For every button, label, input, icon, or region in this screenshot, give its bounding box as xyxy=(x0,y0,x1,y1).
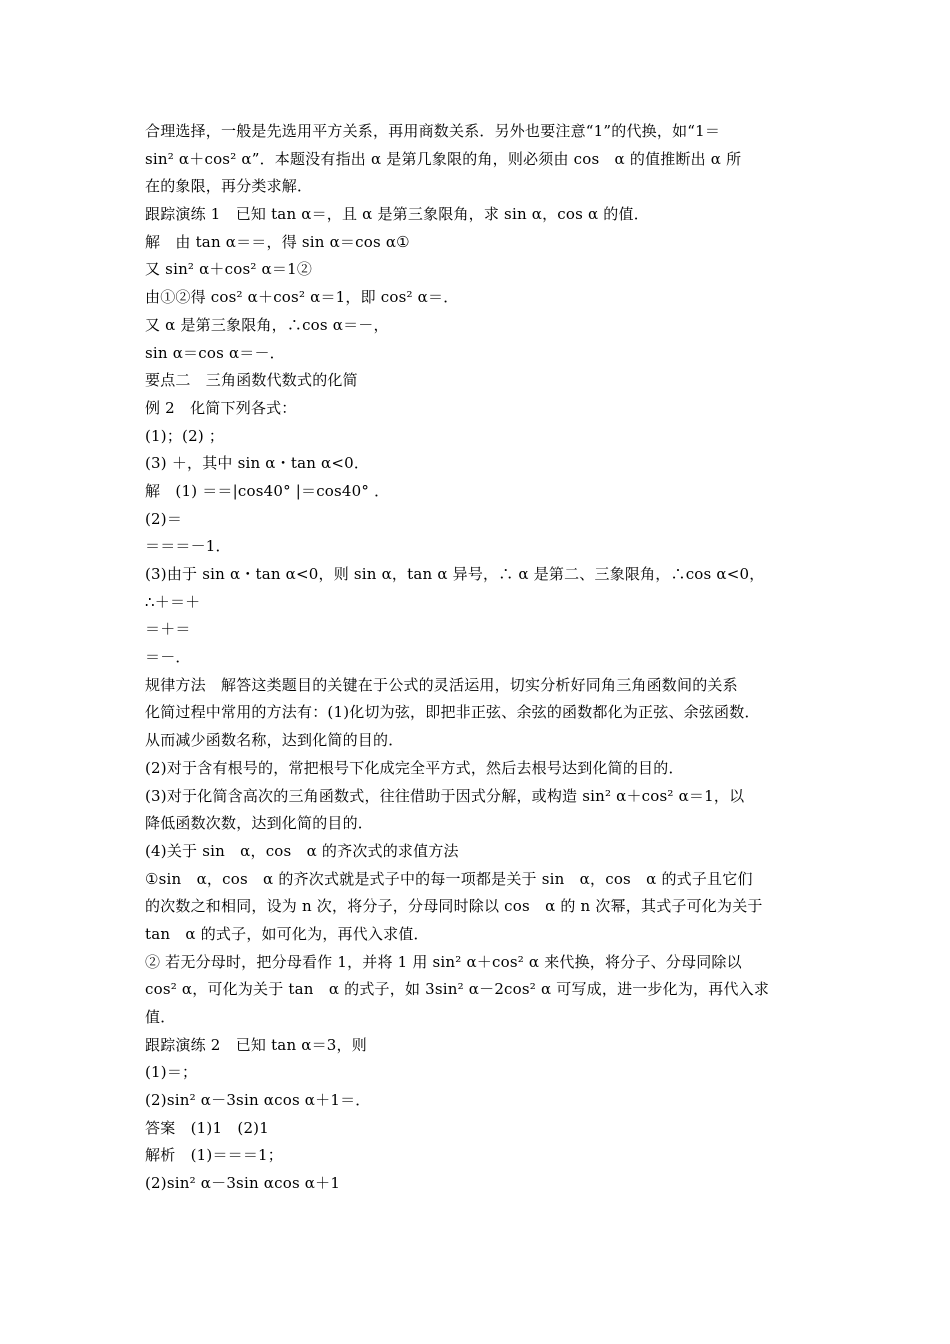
text-line: ＝－． xyxy=(145,648,191,667)
text-line: 规律方法 解答这类题目的关键在于公式的灵活运用，切实分析好同角三角函数间的关系 xyxy=(145,675,738,694)
text-line: 要点二 三角函数代数式的化简 xyxy=(145,371,358,390)
text-line: ①sin α，cos α 的齐次式就是式子中的每一项都是关于 sin α，cos α 的式子且它们 xyxy=(145,869,753,888)
text-line: (3)由于 sin α・tan α<0，则 sin α，tan α 异号，∴ α 是第二、三象限角，∴cos α<0， xyxy=(145,565,765,583)
text-line: 跟踪演练 2 已知 tan α＝3，则 xyxy=(145,1035,367,1054)
text-line: cos² α，可化为关于 tan α 的式子，如 3sin² α－2cos² α 可写成，进一步化为，再代入求 xyxy=(145,980,770,999)
text-line: tan α 的式子，如可化为，再代入求值． xyxy=(145,924,429,943)
text-line: (2)sin² α－3sin αcos α＋1 xyxy=(145,1174,341,1193)
text-line: (3)对于化简含高次的三角函数式，往往借助于因式分解，或构造 sin² α＋cos² α＝1，以 xyxy=(145,786,745,805)
text-line: 又 sin² α＋cos² α＝1② xyxy=(145,260,313,279)
text-line: 解析 (1)＝＝＝1； xyxy=(145,1146,283,1165)
text-line: 化简过程中常用的方法有：(1)化切为弦，即把非正弦、余弦的函数都化为正弦、余弦函数． xyxy=(145,703,760,722)
text-line: sin² α＋cos² α”．本题没有指出 α 是第几象限的角，则必须由 cos α 的值推断出 α 所 xyxy=(145,149,742,168)
text-line: 解 (1) ＝＝|cos40° |＝cos40° ． xyxy=(145,481,390,500)
text-line: 从而减少函数名称，达到化简的目的． xyxy=(145,731,404,750)
text-line: 在的象限，再分类求解． xyxy=(145,177,313,196)
text-line: 又 α 是第三象限角，∴cos α＝－， xyxy=(145,315,389,334)
text-line: 降低函数次数，达到化简的目的． xyxy=(145,814,374,833)
text-line: ∴＋＝＋ xyxy=(145,592,201,611)
text-line: (1)；(2) ； xyxy=(145,426,225,445)
text-line: 跟踪演练 1 已知 tan α＝，且 α 是第三象限角，求 sin α，cos α 的值． xyxy=(145,205,649,224)
text-line: ② 若无分母时，把分母看作 1，并将 1 用 sin² α＋cos² α 来代换，将分子、分母同除以 xyxy=(145,952,742,971)
text-line: 答案 (1)1 (2)1 xyxy=(145,1118,269,1137)
text-line: 合理选择，一般是先选用平方关系，再用商数关系．另外也要注意“1”的代换，如“1＝ xyxy=(145,122,721,140)
text-line: (2)＝ xyxy=(145,509,183,528)
text-line: (4)关于 sin α，cos α 的齐次式的求值方法 xyxy=(145,841,459,860)
text-line: (3) ＋，其中 sin α・tan α<0． xyxy=(145,454,370,473)
text-line: 的次数之和相同，设为 n 次，将分子，分母同时除以 cos α 的 n 次幂，其式子可化为关于 xyxy=(145,897,763,916)
text-line: ＝＝＝－1． xyxy=(145,537,231,556)
text-line: 值． xyxy=(145,1008,176,1026)
text-line: 例 2 化简下列各式： xyxy=(145,398,297,417)
text-line: (2)对于含有根号的，常把根号下化成完全平方式，然后去根号达到化简的目的． xyxy=(145,758,684,777)
text-line: (1)＝； xyxy=(145,1063,198,1082)
text-line: ＝＋＝ xyxy=(145,620,191,639)
text-line: 由①②得 cos² α＋cos² α＝1，即 cos² α＝． xyxy=(145,288,459,307)
text-line: 解 由 tan α＝＝，得 sin α＝cos α① xyxy=(145,232,410,251)
text-line: (2)sin² α－3sin αcos α＋1＝． xyxy=(145,1091,371,1110)
text-line: sin α＝cos α＝－． xyxy=(145,343,285,362)
document-body xyxy=(145,118,825,1198)
